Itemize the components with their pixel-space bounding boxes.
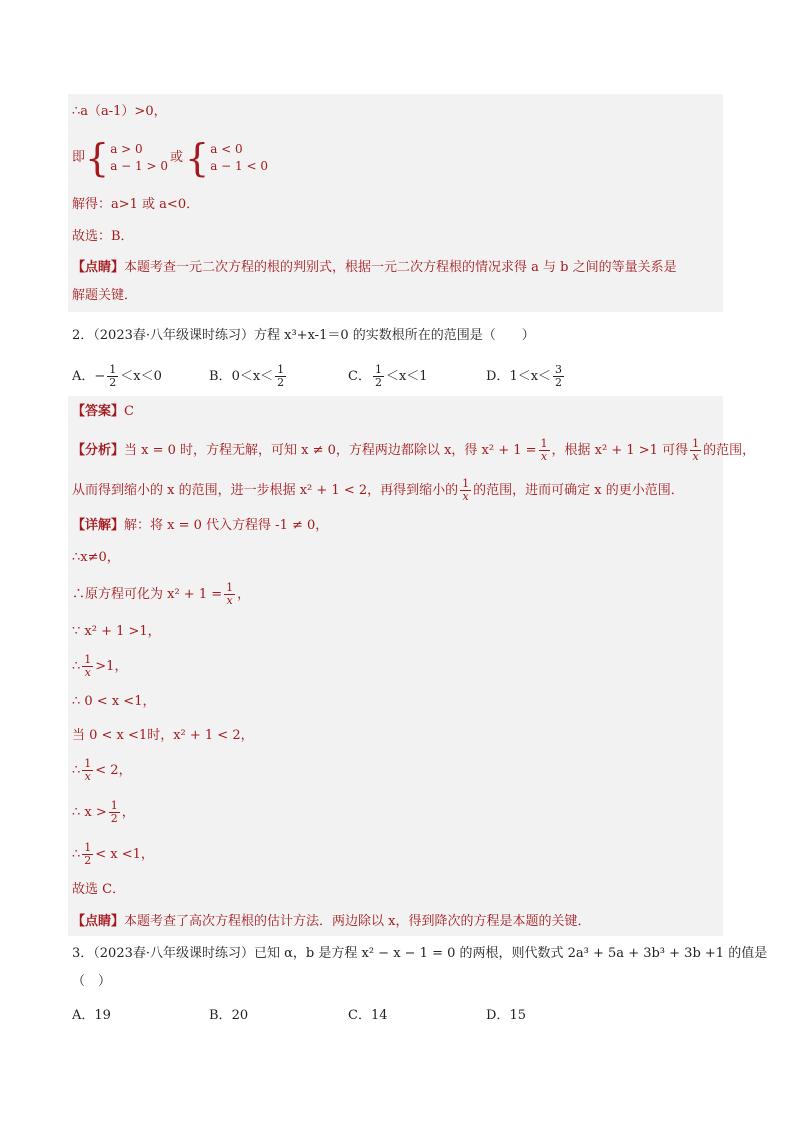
q3-source: （2023春·八年级课时练习） (93, 946, 254, 961)
q2-xiangjie: 【详解】解：将 x = 0 代入方程得 -1 ≠ 0， (72, 518, 329, 533)
q2-source: （2023春·八年级课时练习） (93, 328, 254, 343)
q2-number: 2． (72, 328, 94, 343)
q1-choose: 故选：B． (72, 229, 134, 244)
q3-paren: （ ） (72, 974, 112, 989)
q1-system-2 (185, 136, 268, 180)
q2-answer (72, 402, 134, 422)
q2-option-d[interactable]: D．1＜x＜ $\frac{3}{2}$ (486, 363, 563, 389)
q3-stem (72, 944, 767, 964)
left-brace-icon: { (85, 136, 110, 180)
sys2-row1: a < 0 (210, 142, 243, 156)
fenxi-tag: 【分析】 (72, 443, 125, 458)
q2-step-5: ∴ 0 < x <1， (72, 694, 156, 709)
q2-step-8: ∴ x > $\frac{1}{2}$ ， (72, 799, 135, 825)
dianjing-text: 本题考查一元二次方程的根的判别式，根据一元二次方程根的情况求得 a 与 b 之间的等量关系是 (124, 260, 677, 275)
q3-option-d[interactable]: D．15 (486, 1008, 526, 1023)
q3-option-a[interactable]: A．19 (72, 1008, 111, 1023)
q3-option-b[interactable]: B．20 (209, 1008, 249, 1023)
sys1-row2: a − 1 > 0 (110, 159, 168, 173)
q1-solve-result: 解得：a>1 或 a<0． (72, 197, 200, 212)
q2-step-3: ∵ x² + 1 >1， (72, 624, 161, 639)
q3-number: 3． (72, 946, 94, 961)
q2-text: 方程 x³+x-1＝0 的实数根所在的范围是（ ） (254, 328, 535, 343)
q2-fenxi-line2: 从而得到缩小的 x 的范围，进一步根据 x² + 1 < 2，再得到缩小的 $\frac{1}{x}$ 的范围，进而可确定 x 的更小范围． (72, 477, 684, 503)
dianjing-tag: 【点睛】 (72, 914, 125, 929)
sys1-row1: a > 0 (110, 142, 143, 156)
q1-line-a-product: ∴a（a-1）>0， (72, 104, 167, 119)
q2-fenxi-line1: 【分析】当 x = 0 时，方程无解，可知 x ≠ 0，方程两边都除以 x，得 x² + 1 = $\frac{1}{x}$ ，根据 x² + 1 >1 可得 $\frac{1}{x}$ 的范围， (72, 437, 756, 463)
q1-or: 或 (170, 150, 184, 165)
dianjing-tag: 【点睛】 (72, 260, 125, 275)
sys2-row2: a − 1 < 0 (210, 159, 268, 173)
q1-system-1 (85, 136, 168, 180)
q3-text: 已知 α，b 是方程 x² − x − 1 = 0 的两根，则代数式 2a³ + 5a + 3b³ + 3b +1 的值是 (254, 946, 768, 961)
q1-inequality-systems (72, 136, 268, 180)
q3-option-c[interactable]: C．14 (348, 1008, 388, 1023)
q1-dianjing-cont: 解题关键． (72, 288, 138, 303)
xiangjie-tag: 【详解】 (72, 518, 125, 533)
q2-option-c[interactable]: C． $\frac{1}{2}$ ＜x＜1 (348, 363, 428, 389)
q2-stem (72, 326, 535, 346)
q2-choose: 故选 C． (72, 882, 126, 897)
answer-value: C (124, 404, 134, 419)
q1-dianjing (72, 258, 677, 278)
q2-solution-block (68, 396, 723, 936)
q2-step-4: ∴ $\frac{1}{x}$ >1， (72, 653, 128, 679)
left-brace-icon: { (185, 136, 210, 180)
q2-step-2: ∴原方程可化为 x² + 1 = $\frac{1}{x}$ ， (72, 581, 251, 607)
q2-dianjing: 【点睛】本题考查了高次方程根的估计方法．两边除以 x，得到降次的方程是本题的关键． (72, 914, 591, 929)
q2-step-7: ∴ $\frac{1}{x}$ < 2， (72, 757, 132, 783)
q2-option-a[interactable]: A．− $\frac{1}{2}$ ＜x＜0 (72, 363, 162, 389)
q1-ji: 即 (72, 150, 86, 165)
q2-option-b[interactable]: B．0＜x＜ $\frac{1}{2}$ (209, 363, 285, 389)
q2-step-6: 当 0 < x <1时，x² + 1 < 2， (72, 728, 254, 743)
q2-step-9: ∴ $\frac{1}{2}$ < x <1， (72, 841, 154, 867)
answer-tag: 【答案】 (72, 404, 125, 419)
q2-step-1: ∴x≠0， (72, 550, 120, 565)
